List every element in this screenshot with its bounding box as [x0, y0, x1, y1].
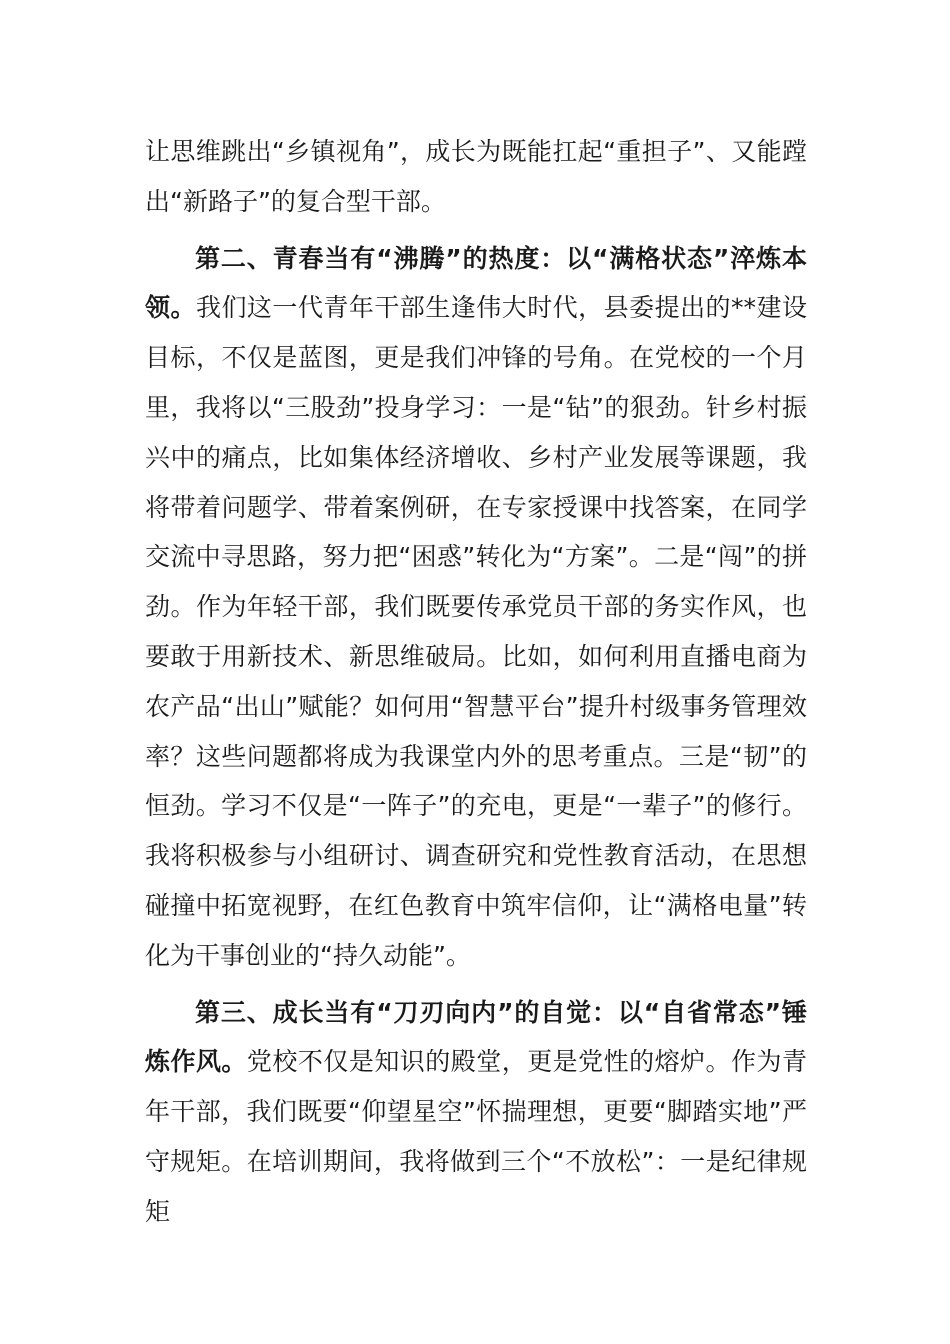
third-point-heading: 第三、成长当有“刀刃向内”的自觉：以“自省常态”锤炼作风。 [145, 997, 807, 1077]
document-body [145, 127, 807, 1237]
second-point-heading: 第二、青春当有“沸腾”的热度：以“满格状态”淬炼本领。 [145, 243, 807, 323]
paragraph-continuation: 让思维跳出“乡镇视角”，成长为既能扛起“重担子”、又能蹚出“新路子”的复合型干部。 [145, 137, 807, 216]
paragraph-second-point [145, 234, 807, 981]
paragraph-third-point [145, 988, 807, 1237]
second-point-body: 我们这一代青年干部生逢伟大时代，县委提出的**建设目标，不仅是蓝图，更是我们冲锋的号角。在党校的一个月里，我将以“三股劲”投身学习：一是“钻”的狠劲。针乡村振兴中的痛点，比如集体经济增收、乡村产业发展等课题，我将带着问题学、带着案例研，在专家授课中找答案，在同学交流中寻思路，努力把“困惑”转化为“方案”。二是“闯”的拼劲。作为年轻干部，我们既要传承党员干部的务实作风，也要敢于用新技术、新思维破局。比如，如何利用直播电商为农产品“出山”赋能？如何用“智慧平台”提升村级事务管理效率？这些问题都将成为我课堂内外的思考重点。三是“韧”的恒劲。学习不仅是“一阵子”的充电，更是“一辈子”的修行。我将积极参与小组研讨、调查研究和党性教育活动，在思想碰撞中拓宽视野，在红色教育中筑牢信仰，让“满格电量”转化为干事创业的“持久动能”。 [145, 293, 807, 970]
third-point-body: 党校不仅是知识的殿堂，更是党性的熔炉。作为青年干部，我们既要“仰望星空”怀揣理想，更要“脚踏实地”严守规矩。在培训期间，我将做到三个“不放松”：一是纪律规矩 [145, 1047, 807, 1226]
